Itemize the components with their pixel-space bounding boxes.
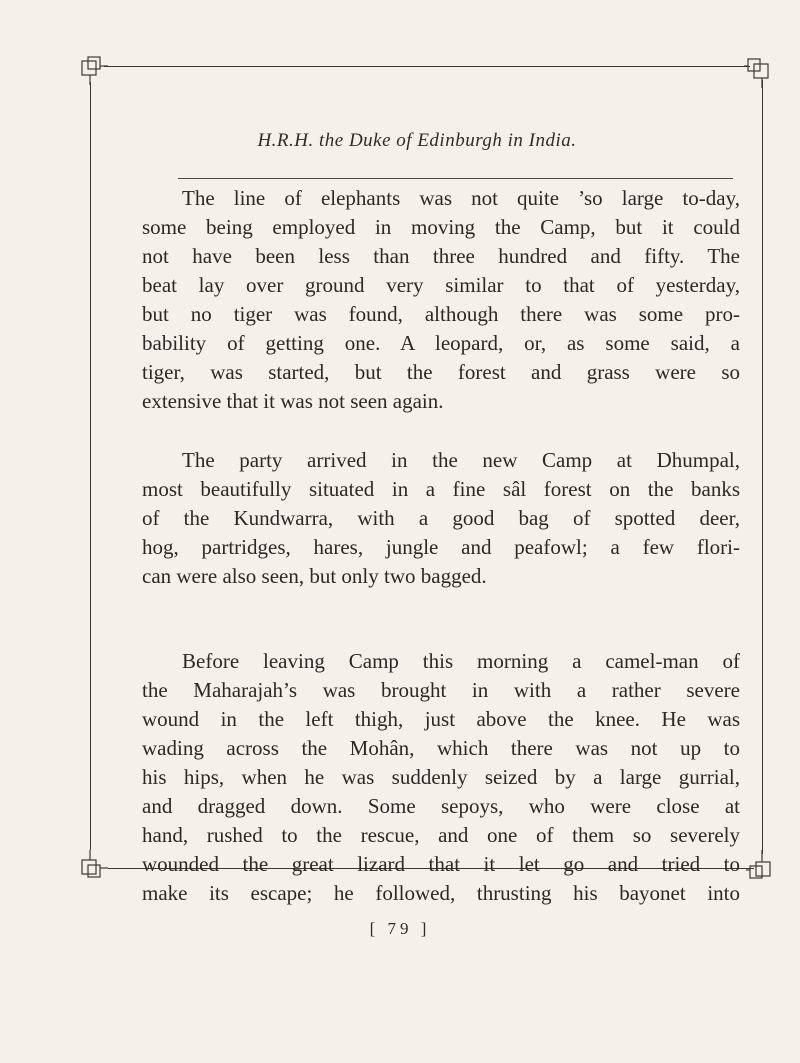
frame-corner-ornament-bottom-left	[80, 850, 110, 880]
paragraph-line: wound in the left thigh, just above the knee. He was	[142, 707, 740, 731]
paragraph-line: wading across the Mohân, which there was not up to	[142, 736, 740, 760]
paragraph-line: wounded the great lizard that it let go and tried to	[142, 852, 740, 876]
paragraph-line: hog, partridges, hares, jungle and peafowl; a few flori-	[142, 535, 740, 559]
paragraph-line: and dragged down. Some sepoys, who were close at	[142, 794, 740, 818]
paragraph-line: some being employed in moving the Camp, but it could	[142, 215, 740, 239]
paragraph-line: tiger, was started, but the forest and grass were so	[142, 360, 740, 384]
frame-corner-ornament-top-right	[744, 58, 774, 88]
paragraph-line: The party arrived in the new Camp at Dhumpal,	[182, 448, 740, 472]
paragraph-line: not have been less than three hundred and fifty. The	[142, 244, 740, 268]
frame-right-rule	[762, 80, 763, 854]
paragraph-2	[142, 446, 740, 591]
paragraph-line: The line of elephants was not quite ’so large to-day,	[182, 186, 740, 210]
paragraph-line: most beautifully situated in a fine sâl forest on the banks	[142, 477, 740, 501]
page-number: [ 79 ]	[369, 919, 431, 938]
paragraph-line: but no tiger was found, although there was some pro-	[142, 302, 740, 326]
paragraph-1	[142, 184, 740, 416]
frame-left-rule	[90, 82, 91, 850]
frame-corner-ornament-top-left	[80, 56, 110, 86]
paragraph-line: hand, rushed to the rescue, and one of them so severely	[142, 823, 740, 847]
paragraph-line: beat lay over ground very similar to that of yesterday,	[142, 273, 740, 297]
paragraph-line: can were also seen, but only two bagged.	[142, 564, 487, 588]
paragraph-line: bability of getting one. A leopard, or, as some said, a	[142, 331, 740, 355]
frame-top-rule	[104, 66, 750, 67]
paragraph-line: make its escape; he followed, thrusting his bayonet into	[142, 881, 740, 905]
paragraph-line: his hips, when he was suddenly seized by a large gurrial,	[142, 765, 740, 789]
paragraph-line: Before leaving Camp this morning a camel-man of	[182, 649, 740, 673]
frame-corner-ornament-bottom-right	[746, 850, 776, 880]
head-rule	[178, 178, 733, 179]
paragraph-line: of the Kundwarra, with a good bag of spotted deer,	[142, 506, 740, 530]
paragraph-line: extensive that it was not seen again.	[142, 389, 444, 413]
paragraph-3	[142, 647, 740, 908]
paragraph-line: the Maharajah’s was brought in with a rather severe	[142, 678, 740, 702]
running-head: H.R.H. the Duke of Edinburgh in India.	[257, 130, 577, 151]
